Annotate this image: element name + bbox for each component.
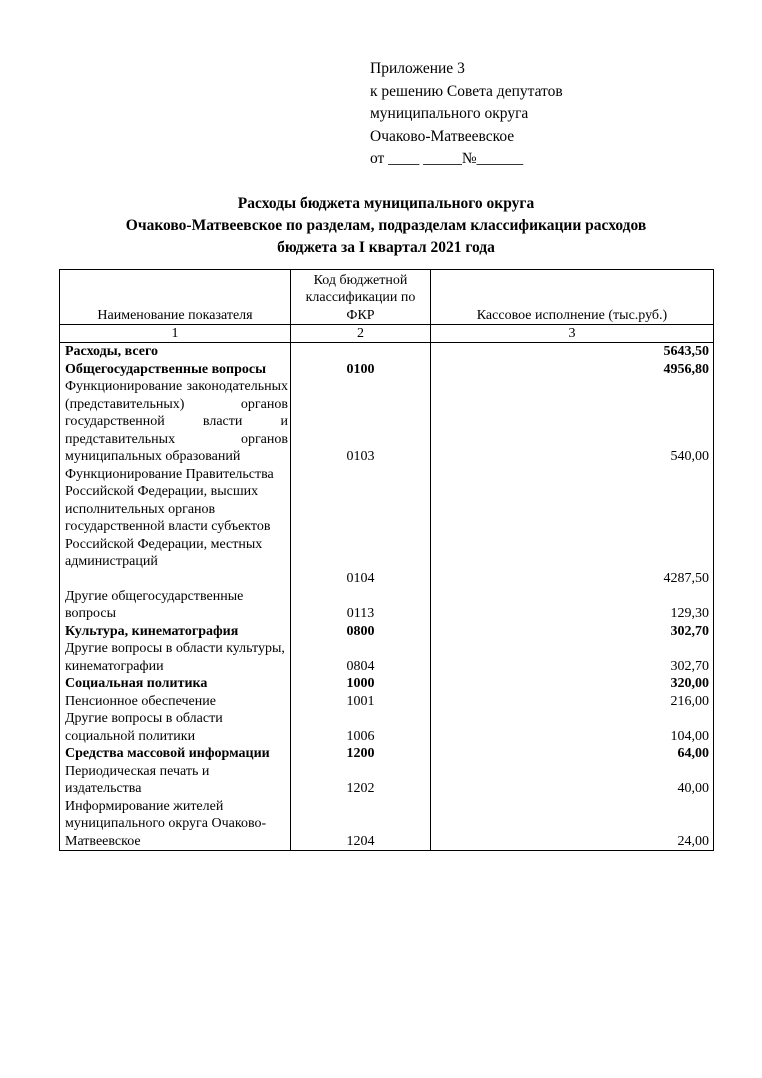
appendix-note — [370, 58, 563, 171]
row-amount: 302,70 — [431, 623, 714, 641]
row-name: Функционирование Правительства Российской Федерации, высших исполнительных органов государственной власти субъектов Российской Федерации, местных администраций — [60, 466, 291, 588]
row-code: 0113 — [291, 588, 431, 623]
row-code: 1006 — [291, 710, 431, 745]
row-code: 0804 — [291, 640, 431, 675]
table-row — [60, 710, 714, 745]
row-amount: 129,30 — [431, 588, 714, 623]
title-line: Очаково-Матвеевское по разделам, подразделам классификации расходов — [125, 217, 647, 234]
row-name: Культура, кинематография — [60, 623, 291, 641]
table-row — [60, 466, 714, 588]
row-name: Информирование жителей муниципального округа Очаково-Матвеевское — [60, 798, 291, 851]
row-name: Пенсионное обеспечение — [60, 693, 291, 711]
row-name: Общегосударственные вопросы — [60, 361, 291, 379]
table-row — [60, 675, 714, 693]
row-amount: 64,00 — [431, 745, 714, 763]
appendix-line: муниципального округа — [370, 105, 529, 122]
header-code: Код бюджетной классификации по ФКР — [291, 270, 431, 325]
row-amount: 4287,50 — [431, 466, 714, 588]
table-row — [60, 378, 714, 466]
row-code: 0100 — [291, 361, 431, 379]
row-name: Периодическая печать и издательства — [60, 763, 291, 798]
row-amount: 216,00 — [431, 693, 714, 711]
table-row — [60, 763, 714, 798]
table-row — [60, 588, 714, 623]
row-code: 1204 — [291, 798, 431, 851]
row-amount: 24,00 — [431, 798, 714, 851]
budget-table — [59, 269, 714, 851]
table-header-row — [60, 270, 714, 325]
row-amount: 5643,50 — [431, 343, 714, 361]
title-line: Расходы бюджета муниципального округа — [237, 195, 535, 212]
row-amount: 40,00 — [431, 763, 714, 798]
table-row — [60, 798, 714, 851]
header-amount: Кассовое исполнение (тыс.руб.) — [431, 270, 714, 325]
row-code: 1202 — [291, 763, 431, 798]
row-amount: 302,70 — [431, 640, 714, 675]
document-title — [60, 193, 712, 259]
row-code: 0103 — [291, 378, 431, 466]
row-amount: 320,00 — [431, 675, 714, 693]
row-name: Другие вопросы в области социальной политики — [60, 710, 291, 745]
row-name: Функционирование законодательных (представительных) органов государственной власти и представительных органов муниципальных образований — [60, 378, 291, 466]
header-name: Наименование показателя — [60, 270, 291, 325]
table-row — [60, 361, 714, 379]
row-code: 0104 — [291, 466, 431, 588]
row-code: 0800 — [291, 623, 431, 641]
row-name: Расходы, всего — [60, 343, 291, 361]
table-row — [60, 640, 714, 675]
row-name: Другие вопросы в области культуры, кинематографии — [60, 640, 291, 675]
appendix-line: Приложение 3 — [370, 60, 465, 77]
column-number: 2 — [291, 325, 431, 343]
row-code: 1001 — [291, 693, 431, 711]
row-amount: 4956,80 — [431, 361, 714, 379]
table-row — [60, 745, 714, 763]
title-line: бюджета за I квартал 2021 года — [277, 239, 495, 256]
column-number: 1 — [60, 325, 291, 343]
row-code: 1000 — [291, 675, 431, 693]
column-number-row — [60, 325, 714, 343]
row-code: 1200 — [291, 745, 431, 763]
table-row — [60, 693, 714, 711]
table-row — [60, 623, 714, 641]
appendix-line: от ____ _____№______ — [370, 150, 524, 167]
appendix-line: к решению Совета депутатов — [370, 82, 563, 100]
row-amount: 540,00 — [431, 378, 714, 466]
row-amount: 104,00 — [431, 710, 714, 745]
row-name: Средства массовой информации — [60, 745, 291, 763]
row-name: Другие общегосударственные вопросы — [60, 588, 291, 623]
column-number: 3 — [431, 325, 714, 343]
appendix-line: Очаково-Матвеевское — [370, 127, 515, 145]
row-code — [291, 343, 431, 361]
table-row — [60, 343, 714, 361]
row-name: Социальная политика — [60, 675, 291, 693]
